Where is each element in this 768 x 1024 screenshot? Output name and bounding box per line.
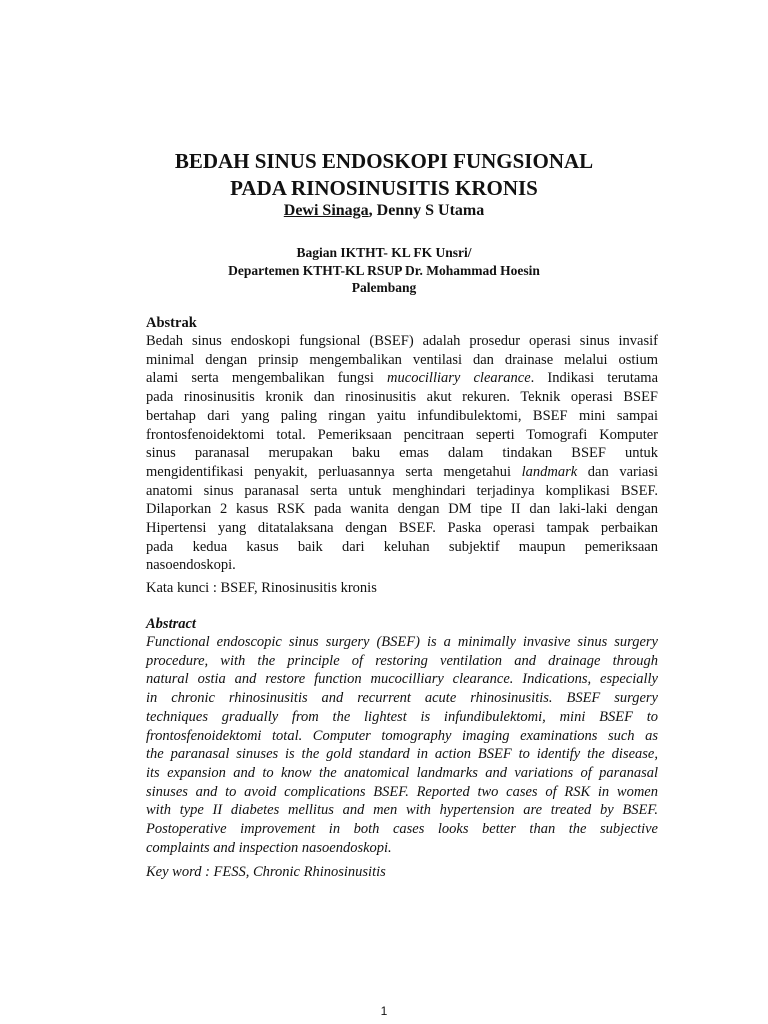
abstrak-text-segment: . Indikasi terutama [530, 370, 659, 387]
abstrak-line: pada kedua kasus baik dari keluhan subjektif maupun pemeriksaan [146, 538, 658, 555]
abstrak-line: minimal dengan prinsip mengembalikan ventilasi dan drainase melalui ostium [146, 351, 658, 368]
abstract-line: frontosfenoidektomi total. Computer tomography imaging examinations such as [146, 727, 658, 744]
abstrak-line: pada rinosinusitis kronik dan rinosinusitis akut rekuren. Teknik operasi BSEF [146, 389, 658, 406]
title-line-2: PADA RINOSINUSITIS KRONIS [230, 176, 538, 200]
title-line-1: BEDAH SINUS ENDOSKOPI FUNGSIONAL [174, 149, 594, 173]
key-word: Key word : FESS, Chronic Rhinosinusitis [146, 864, 386, 880]
abstrak-line [146, 369, 658, 388]
abstrak-line: bertahap dari yang paling ringan yaitu infundibulektomi, BSEF mini sampai [146, 407, 658, 424]
abstrak-text-segment: dan variasi [577, 463, 659, 480]
abstrak-line: Hipertensi yang ditatalaksana dengan BSEF. Paska operasi tampak perbaikan [146, 520, 658, 537]
abstract-line: complaints and inspection nasoendoskopi. [146, 839, 392, 856]
abstrak-text-segment: mucocilliary clearance [387, 370, 531, 387]
abstract-line: Functional endoscopic sinus surgery (BSEF) is a minimally invasive sinus surgery [146, 634, 658, 650]
page-number: 1 [380, 1004, 388, 1018]
abstract-heading: Abstract [146, 616, 196, 632]
author-rest: , Denny S Utama [368, 202, 485, 219]
abstract-line: in chronic rhinosinusitis and recurrent acute rhinosinusitis. BSEF surgery [146, 690, 658, 707]
abstract-line: sinuses and to avoid complications BSEF. Reported two cases of RSK in women [146, 783, 658, 800]
affiliation-line-3: Palembang [351, 280, 417, 295]
abstrak-text-segment: mengidentifikasi penyakit, perluasannya serta mengetahui [146, 463, 522, 480]
abstract-paragraph [146, 633, 658, 857]
abstrak-text-segment: alami serta mengembalikan fungsi [146, 370, 388, 387]
abstract-line: Postoperative improvement in both cases looks better than the subjective [146, 821, 658, 838]
kata-kunci: Kata kunci : BSEF, Rinosinusitis kronis [146, 580, 377, 596]
affiliation-line-1: Bagian IKTHT- KL FK Unsri/ [296, 245, 472, 260]
author-first: Dewi Sinaga [283, 202, 369, 219]
abstract-line: techniques gradually from the lightest is infundibulektomi, mini BSEF to [146, 708, 658, 725]
author-list [0, 201, 768, 221]
abstrak-line: Dilaporkan 2 kasus RSK pada wanita dengan DM tipe II dan laki-laki dengan [146, 501, 658, 518]
abstract-line: its expansion and to know the anatomical landmarks and variations of paranasal [146, 764, 658, 781]
abstrak-line: Bedah sinus endoskopi fungsional (BSEF) adalah prosedur operasi sinus invasif [146, 333, 658, 349]
abstrak-heading: Abstrak [146, 315, 197, 331]
abstrak-paragraph [146, 332, 658, 575]
abstrak-line: sinus paranasal merupakan baku emas dalam tindakan BSEF untuk [146, 445, 658, 462]
abstract-line: natural ostia and restore function mucocilliary clearance. Indications, especially [146, 671, 658, 688]
abstrak-line: nasoendoskopi. [146, 557, 236, 574]
abstract-line: the paranasal sinuses is the gold standard in action BSEF to identify the disease, [146, 746, 658, 763]
abstract-line: with type II diabetes mellitus and men with hypertension are treated by BSEF. [146, 802, 658, 819]
affiliation-line-2: Departemen KTHT-KL RSUP Dr. Mohammad Hoesin [228, 263, 540, 278]
abstrak-line: anatomi sinus paranasal serta untuk menghindari terjadinya komplikasi BSEF. [146, 482, 658, 499]
abstrak-text-segment: landmark [521, 463, 578, 480]
abstrak-line [146, 463, 658, 482]
abstrak-line: frontosfenoidektomi total. Pemeriksaan pencitraan seperti Tomografi Komputer [146, 426, 658, 443]
abstract-line: procedure, with the principle of restoring ventilation and drainage through [146, 652, 658, 669]
